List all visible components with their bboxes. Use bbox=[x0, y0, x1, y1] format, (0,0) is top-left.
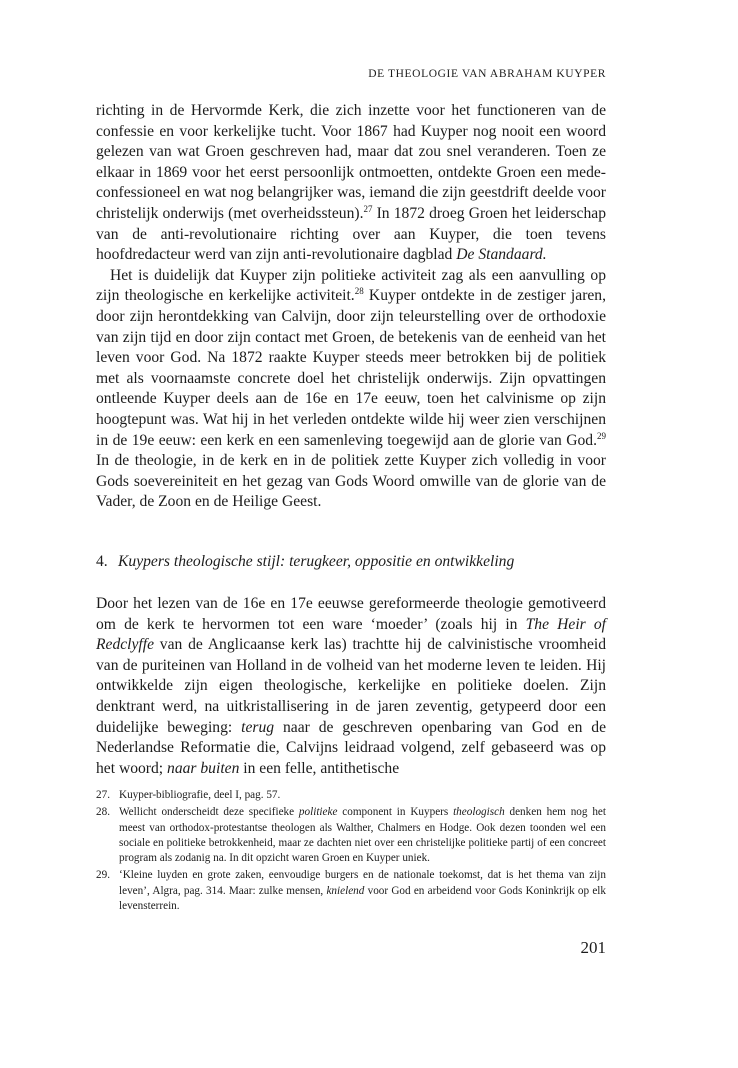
paragraph-2 bbox=[96, 266, 606, 513]
footnote-27 bbox=[96, 788, 606, 803]
emphasis-naar-buiten: naar buiten bbox=[167, 759, 240, 777]
paragraph-3-text-cont: van de Anglicaanse kerk las) trachtte hij de calvinistische vroomheid van de puriteinen van Holland in de volheid van het moderne leven te leiden. Hij ontwikkelde zijn eigen theologische, kerkelijke en politieke doelen. Zijn denktrant werd, na uitkristallisering in de jaren zeventig, getypeerd door een duidelijke beweging: bbox=[96, 636, 606, 736]
newspaper-title: De Standaard. bbox=[456, 246, 547, 264]
paragraph-1-text-cont: In 1872 droeg Groen het leiderschap van de anti-revolutionaire richting over aan Kuyper, die toen tevens hoofdredacteur werd van zijn anti-revolutionaire dagblad bbox=[96, 204, 606, 264]
paragraph-2-text-cont: Kuyper ontdekte in de zestiger jaren, door zijn herontdekking van Calvijn, door zijn teleurstelling over de orthodoxie van zijn tijd en door zijn contact met Groen, de betekenis van de eenheid van het leven voor God. Na 1872 raakte Kuyper steeds meer betrokken bij de politiek met als voornaamste concrete doel het christelijk onderwijs. Zijn opvattingen ontleende Kuyper deels aan de 16e en 17e eeuw, toen het calvinisme op zijn hoogtepunt was. Wat hij in het verleden ontdekte wilde hij weer zien verschijnen in de 19e eeuw: een kerk en een samenleving toegewijd aan de glorie van God. bbox=[96, 287, 606, 449]
footnote-emphasis: theologisch bbox=[453, 806, 505, 819]
footnote-number: 28. bbox=[96, 806, 110, 819]
running-head: DE THEOLOGIE VAN ABRAHAM KUYPER bbox=[368, 68, 606, 80]
section-number: 4. bbox=[96, 553, 108, 570]
paragraph-3-text-end: in een felle, antithetische bbox=[239, 759, 400, 777]
footnotes bbox=[96, 788, 606, 914]
section-body bbox=[96, 594, 606, 779]
book-page bbox=[96, 0, 606, 1068]
section-title: Kuypers theologische stijl: terugkeer, oppositie en ontwikkeling bbox=[118, 553, 515, 570]
emphasis-terug: terug bbox=[241, 718, 275, 736]
body-text bbox=[96, 101, 606, 513]
footnote-29 bbox=[96, 868, 606, 914]
paragraph-3 bbox=[96, 594, 606, 779]
footnote-text: component in Kuypers bbox=[337, 806, 454, 819]
section-heading bbox=[96, 552, 606, 572]
footnote-ref-28[interactable]: 28 bbox=[354, 286, 364, 297]
paragraph-3-text: Door het lezen van de 16e en 17e eeuwse gereformeerde theologie gemotiveerd om de kerk te hervormen tot een ware ‘moeder’ (zoals hij in bbox=[96, 595, 606, 633]
footnote-28 bbox=[96, 805, 606, 866]
footnote-number: 29. bbox=[96, 869, 110, 882]
book-title: The Heir of Redclyffe bbox=[96, 615, 606, 654]
page-number: 201 bbox=[580, 938, 606, 957]
paragraph-2-text-end: In de theologie, in de kerk en in de politiek zette Kuyper zich volledig in voor Gods soevereiniteit en het gezag van Gods Woord omwille van de glorie van de Vader, de Zoon en de Heilige Geest. bbox=[96, 452, 606, 511]
footnote-ref-27[interactable]: 27 bbox=[363, 203, 373, 214]
footnote-emphasis: politieke bbox=[298, 806, 338, 819]
paragraph-3-text-cont2: naar de geschreven openbaring van God en de Nederlandse Reformatie die, Calvijns leidraad volgend, zelf gebaseerd was op het woord; bbox=[96, 718, 606, 777]
footnote-text: ‘Kleine luyden en grote zaken, eenvoudige burgers en de nationale toekomst, dat is het thema van zijn leven’, Algra, pag. 314. Maar: zulke mensen, bbox=[119, 869, 606, 897]
footnote-text: Wellicht onderscheidt deze specifieke bbox=[119, 806, 299, 819]
footnote-text: voor God en arbeidend voor Gods Koninkrijk op elk levensterrein. bbox=[119, 884, 606, 913]
paragraph-1 bbox=[96, 101, 606, 266]
paragraph-1-text: richting in de Hervormde Kerk, die zich inzette voor het functioneren van de confessie en voor kerkelijke tucht. Voor 1867 had Kuyper nog nooit een woord gelezen van wat Groen geschreven had, maar dat zou snel veranderen. Toen ze elkaar in 1869 voor het eerst persoonlijk ontmoetten, ontdekte Groen een mede-confessioneel en wat nog belangrijker was, iemand die zijn geestdrift deelde voor christelijk onderwijs (met overheidssteun). bbox=[96, 102, 606, 222]
footnote-ref-29[interactable]: 29 bbox=[597, 430, 606, 441]
footnote-emphasis: knielend bbox=[326, 884, 365, 897]
paragraph-2-text: Het is duidelijk dat Kuyper zijn politieke activiteit zag als een aanvulling op zijn theologische en kerkelijke activiteit. bbox=[96, 266, 606, 305]
footnote-text: denken hem nog het meest van orthodox-protestantse theologen als Walther, Chalmers en Hodge. Ook dezen toonden wel een sociale en politieke betrokkenheid, maar ze dachten niet over een christelijke politieke partij of een concreet program als zodanig na. In dit opzicht waren Groen en Kuyper uniek. bbox=[119, 806, 606, 865]
footnote-text: Kuyper-bibliografie, deel I, pag. 57. bbox=[119, 789, 281, 801]
footnote-number: 27. bbox=[96, 789, 110, 801]
